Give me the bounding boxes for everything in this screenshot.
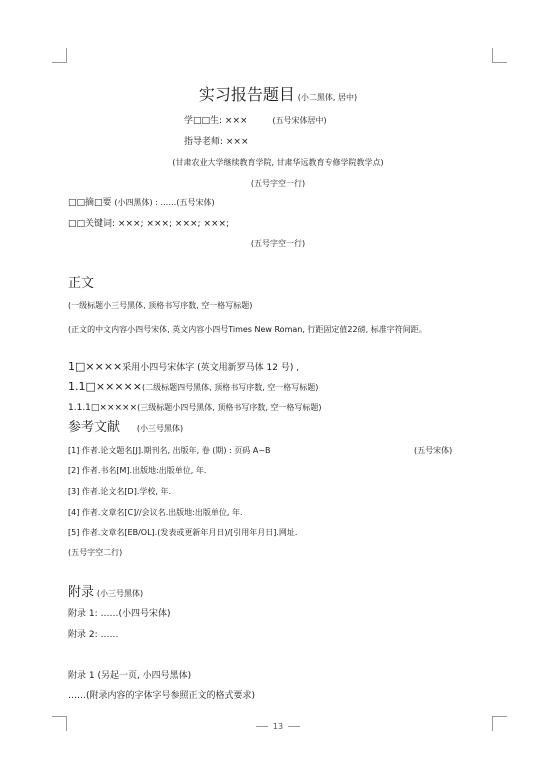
level3-rest: (三级标题小四号黑体, 顶格书写序数, 空一格写标题) [137,403,322,412]
level3-title: ××××× [99,403,138,413]
advisor-line: 指导老师: ××× [184,137,249,147]
reference-item-1-note: (五号宋体) [414,446,453,455]
reference-item-4: [4] 作者.文章名[C]//会议名.出版地:出版单位, 年. [68,508,243,517]
report-title-note: (小二黑体, 居中) [297,93,358,102]
appendix-page-content: ……(附录内容的字体字号参照正文的格式要求) [68,691,256,701]
references-heading: 参考文献 [68,420,121,435]
references-heading-note: (小三号黑体) [136,424,184,433]
abstract-note: (小四黑体) : ……(五号宋体) [114,198,215,207]
page-number: 13 [272,722,284,731]
appendix-heading: 附录 [68,585,95,600]
appendix-item-1: 附录 1: ……(小四号宋体) [68,609,171,619]
appendix-item-2: 附录 2: …… [68,630,119,640]
body-note-1: (一级标题小三号黑体, 顶格书写序数, 空一格写标题) [68,301,253,310]
reference-item-3: [3] 作者.论文名[D].学校, 年. [68,487,171,496]
keywords-line: □□关键词: ×××; ×××; ×××; ×××; [68,219,230,229]
crop-mark-top-right [492,48,507,63]
references-blank-note: (五号字空二行) [68,548,123,557]
page-number-footer [0,722,556,731]
level3-heading-line [68,402,322,414]
abstract-line [68,197,215,209]
reference-item-1: [1] 作者.论文题名[J].期刊名, 出版年, 卷 (期) : 页码 A~B [68,446,271,455]
references-heading-line [68,420,183,436]
report-title: 实习报告题目 [198,85,295,104]
level2-title: ××××× [95,380,142,393]
level2-number: 1.1□ [68,380,96,393]
body-heading: 正文 [68,276,95,291]
crop-mark-top-left [52,48,67,63]
school-line: (甘肃农业大学继续教育学院, 甘肃华远教育专修学院教学点) [172,158,384,167]
appendix-page-title: 附录 1 (另起一页, 小四号黑体) [68,671,192,681]
author-label: 学□□生: ××× [184,116,248,126]
abstract-label: □□摘□要 [68,198,112,208]
level1-title: ×××× [85,360,123,373]
level1-rest: 采用小四号宋体字 (英文用新罗马体 12 号) , [122,363,300,373]
blank-line-note-2: (五号字空一行) [250,239,306,248]
appendix-heading-line [68,585,143,601]
level2-heading-line [68,380,318,394]
level2-rest: (二级标题四号黑体, 顶格书写序数, 空一格写标题) [141,383,319,392]
page-number-dash-left [256,726,268,727]
appendix-heading-note: (小三号黑体) [96,589,144,598]
body-note-2: (正文的中文内容小四号宋体, 英文内容小四号Times New Roman, 行距固定值22磅, 标准字符间距。 [68,325,427,334]
reference-item-2: [2] 作者.书名[M].出版地:出版单位, 年. [68,466,207,475]
level1-number: 1□ [68,360,86,373]
page-number-dash-right [288,726,300,727]
level1-heading-line [68,360,299,374]
author-line [184,115,327,127]
author-note: (五号宋体居中) [272,116,327,125]
level3-number: 1.1.1□ [68,403,100,413]
report-title-line [0,85,556,105]
reference-item-5: [5] 作者.文章名[EB/OL].(发表或更新年月日)/[引用年月日].网址. [68,528,298,537]
blank-line-note-1: (五号字空一行) [250,179,306,188]
